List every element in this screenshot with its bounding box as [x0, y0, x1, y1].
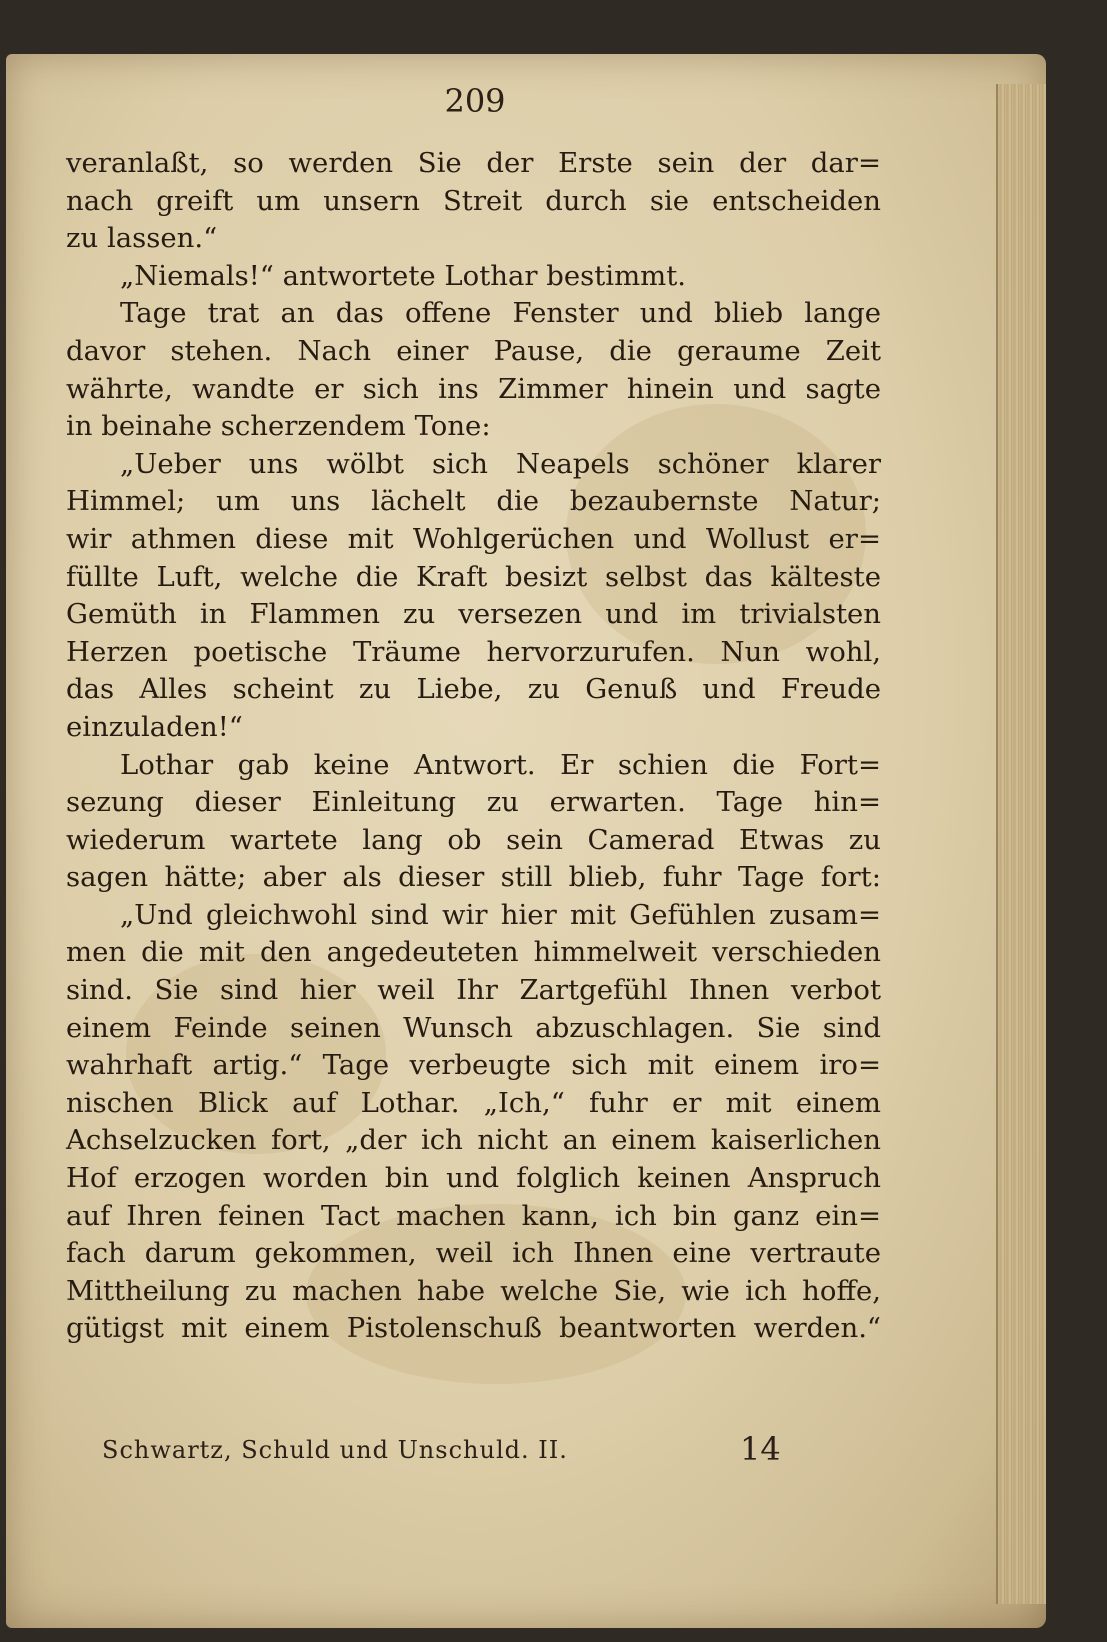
text-line: „Niemals!“ antwortete Lothar bestimmt. — [120, 259, 687, 292]
text-line: wiederum wartete lang ob sein Camerad Etwas zu — [66, 823, 881, 856]
text-line: Tage trat an das offene Fenster und blieb lange — [120, 297, 881, 330]
text-line: einzuladen!“ — [66, 710, 243, 743]
text-line: nach greift um unsern Streit durch sie entscheiden — [66, 184, 881, 217]
footer-signature-line: Schwartz, Schuld und Unschuld. II. — [102, 1436, 568, 1464]
text-line: wahrhaft artig.“ Tage verbeugte sich mit einem iro= — [66, 1049, 881, 1082]
text-line: nischen Blick auf Lothar. „Ich,“ fuhr er mit einem — [66, 1086, 881, 1119]
text-line: Himmel; um uns lächelt die bezaubernste Natur; — [66, 485, 881, 518]
text-line: Herzen poetische Träume hervorzurufen. Nun wohl, — [66, 635, 881, 668]
sheet-signature-number: 14 — [740, 1430, 781, 1468]
text-line: das Alles scheint zu Liebe, zu Genuß und Freude — [66, 673, 881, 706]
text-line: Lothar gab keine Antwort. Er schien die Fort= — [120, 748, 881, 781]
page-number: 209 — [444, 82, 506, 120]
text-line: veranlaßt, so werden Sie der Erste sein der dar= — [66, 147, 881, 179]
text-line: wir athmen diese mit Wohlgerüchen und Wollust er= — [66, 522, 881, 555]
page-edges — [996, 84, 1046, 1604]
text-line: einem Feinde seinen Wunsch abzuschlagen. Sie sind — [66, 1011, 881, 1044]
text-line: auf Ihren feinen Tact machen kann, ich bin ganz ein= — [66, 1199, 881, 1232]
text-line: füllte Luft, welche die Kraft besizt selbst das kälteste — [66, 560, 881, 593]
text-line: gütigst mit einem Pistolenschuß beantworten werden.“ — [66, 1312, 881, 1345]
text-line: Hof erzogen worden bin und folglich keinen Anspruch — [66, 1162, 881, 1195]
text-line: zu lassen.“ — [66, 222, 218, 255]
text-line: sind. Sie sind hier weil Ihr Zartgefühl Ihnen verbot — [66, 974, 881, 1007]
text-line: Gemüth in Flammen zu versezen und im trivialsten — [66, 598, 881, 631]
text-line: in beinahe scherzendem Tone: — [66, 410, 491, 443]
text-line: sezung dieser Einleitung zu erwarten. Tage hin= — [66, 786, 881, 819]
text-line: „Ueber uns wölbt sich Neapels schöner klarer — [120, 447, 881, 480]
text-line: „Und gleichwohl sind wir hier mit Gefühlen zusam= — [120, 898, 881, 931]
text-line: Achselzucken fort, „der ich nicht an einem kaiserlichen — [66, 1124, 881, 1157]
text-line: men die mit den angedeuteten himmelweit verschieden — [66, 936, 881, 969]
body-text — [66, 145, 881, 1348]
text-line: davor stehen. Nach einer Pause, die geraume Zeit — [66, 334, 881, 367]
text-line: sagen hätte; aber als dieser still blieb, fuhr Tage fort: — [66, 861, 881, 894]
text-line: Mittheilung zu machen habe welche Sie, wie ich hoffe, — [66, 1274, 881, 1307]
text-line: fach darum gekommen, weil ich Ihnen eine vertraute — [66, 1237, 881, 1270]
text-line: währte, wandte er sich ins Zimmer hinein und sagte — [66, 372, 881, 405]
